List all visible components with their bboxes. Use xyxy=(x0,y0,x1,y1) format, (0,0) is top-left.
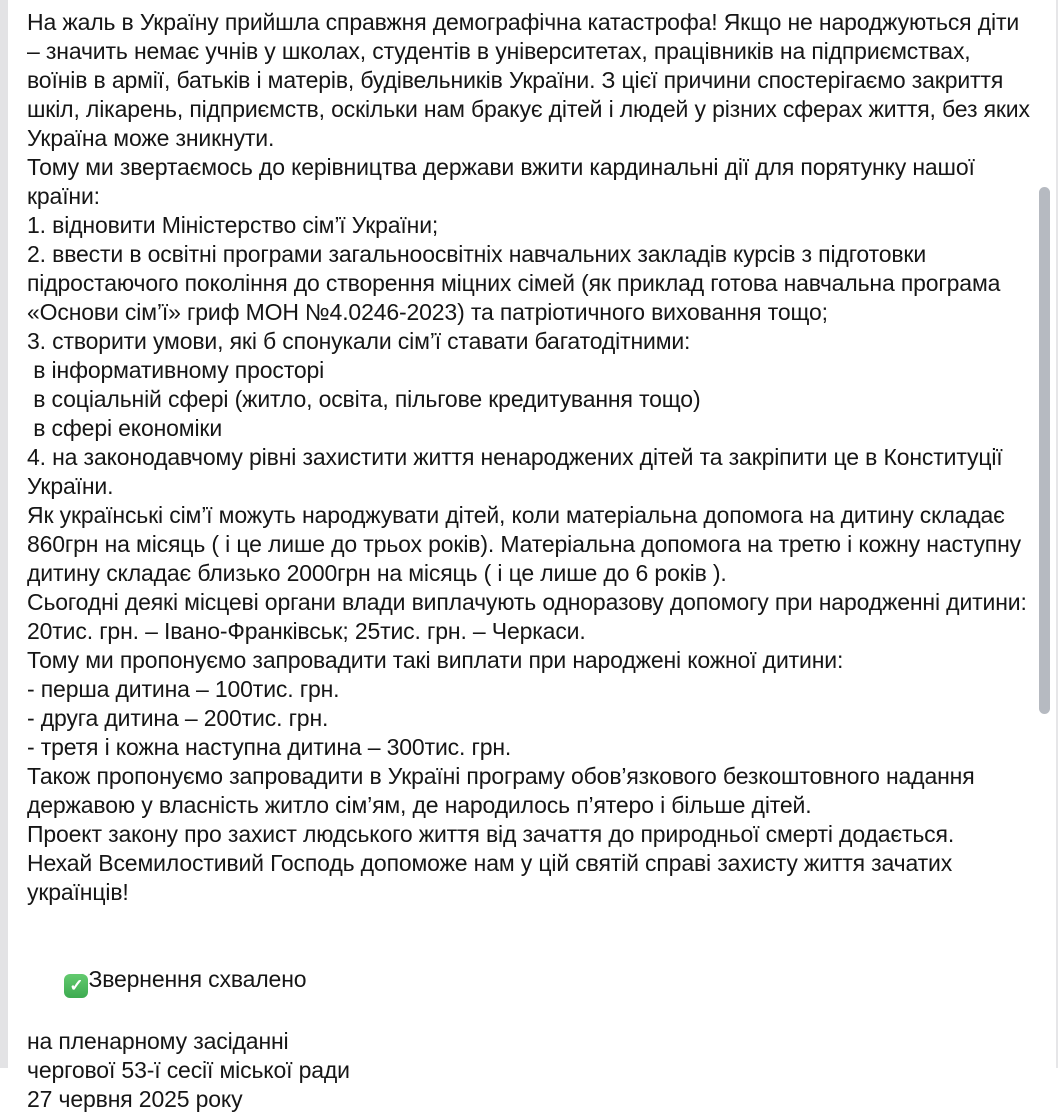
text-line: 2. ввести в освітні програми загальноосвітніх навчальних закладів курсів з підготовки підростаючого покоління до створення міцних сімей (як приклад готова навчальна програма «Основи сім’ї» гриф МОН №4.0246-2023) та патріотичного виховання тощо; xyxy=(27,241,1007,325)
vertical-scrollbar-thumb[interactable] xyxy=(1039,187,1050,714)
text-line: - третя і кожна наступна дитина – 300тис. грн. xyxy=(27,734,512,760)
text-line: Нехай Всемилостивий Господь допоможе нам у цій святій справі захисту життя зачатих українців! xyxy=(27,850,959,905)
text-line: в соціальній сфері (житло, освіта, пільгове кредитування тощо) xyxy=(27,386,701,412)
text-line: - перша дитина – 100тис. грн. xyxy=(27,676,340,702)
document-paragraphs xyxy=(27,8,1037,907)
text-line: Сьогодні деякі місцеві органи влади виплачують одноразову допомогу при народженні дитини: 20тис. грн. – Івано-Франківськ; 25тис. грн. – Черкаси. xyxy=(27,589,1033,644)
document-text xyxy=(27,8,1037,1114)
text-line: Тому ми звертаємось до керівництва держави вжити кардинальні дії для порятунку нашої країни: xyxy=(27,154,981,209)
text-line: Як українські сім’ї можуть народжувати дітей, коли матеріальна допомога на дитину складає 860грн на місяць ( і це лише до трьох років). Матеріальна допомога на третю і кожну наступну дитину складає близько 2000грн на місяць ( і це лише до 6 років ). xyxy=(27,502,1028,586)
window-left-edge xyxy=(0,0,8,1068)
text-line: - друга дитина – 200тис. грн. xyxy=(27,705,329,731)
approval-status-text: Звернення схвалено xyxy=(88,966,307,992)
approval-line-date: 27 червня 2025 року xyxy=(27,1086,243,1112)
check-mark-icon: ✓ xyxy=(64,974,88,998)
text-line: 3. створити умови, які б спонукали сім’ї ставати багатодітними: xyxy=(27,328,691,354)
approval-status-line xyxy=(27,936,1034,1027)
text-line: 1. відновити Міністерство сім’ї України; xyxy=(27,212,439,238)
text-line: На жаль в Україну прийшла справжня демографічна катастрофа! Якщо не народжуються діти – значить немає учнів у школах, студентів в університетах, працівників на підприємствах, воїнів в армії, батьків і матерів, будівельників України. З цієї причини спостерігаємо закриття шкіл, лікарень, підприємств, оскільки нам бракує дітей і людей у різних сферах життя, без яких Україна може зникнути. xyxy=(27,9,1037,151)
text-line: в сфері економіки xyxy=(27,415,223,441)
approval-line-session: на пленарному засіданні xyxy=(27,1028,289,1054)
text-line: в інформативному просторі xyxy=(27,357,325,383)
approval-block xyxy=(27,936,1034,1114)
window-right-edge xyxy=(1056,0,1058,1068)
text-line: Також пропонуємо запровадити в Україні програму обов’язкового безкоштовного надання державою у власність житло сім’ям, де народилось п’ятеро і більше дітей. xyxy=(27,763,981,818)
text-line: Проект закону про захист людського життя від зачаття до природньої смерті додається. xyxy=(27,821,955,847)
text-line: Тому ми пропонуємо запровадити такі виплати при народжені кожної дитини: xyxy=(27,647,844,673)
approval-line-council: чергової 53-ї сесії міської ради xyxy=(27,1057,350,1083)
text-line: 4. на законодавчому рівні захистити життя ненароджених дітей та закріпити це в Конституції України. xyxy=(27,444,1009,499)
